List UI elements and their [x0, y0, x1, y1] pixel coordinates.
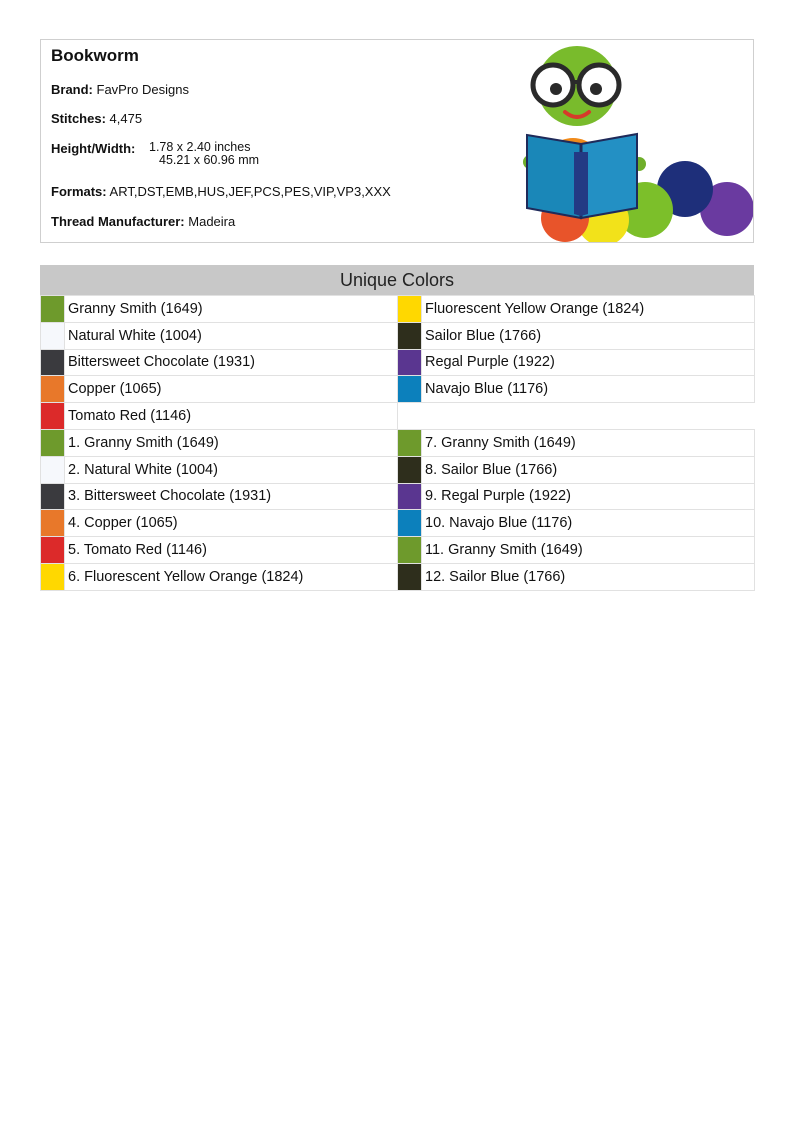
color-swatch: [398, 349, 422, 376]
color-label: 11. Granny Smith (1649): [422, 537, 755, 564]
color-swatch: [398, 429, 422, 456]
color-swatch: [398, 510, 422, 537]
brand-row: [51, 82, 189, 97]
color-table: [40, 295, 755, 591]
color-swatch: [398, 563, 422, 590]
color-label: 5. Tomato Red (1146): [65, 537, 398, 564]
sequence-color-row: [41, 483, 755, 510]
unique-color-row: [41, 349, 755, 376]
stitches-label: Stitches:: [51, 111, 106, 126]
color-label: 2. Natural White (1004): [65, 456, 398, 483]
unique-color-row: [41, 296, 755, 323]
height-width-mm: 45.21 x 60.96 mm: [159, 153, 260, 167]
thread-value: Madeira: [188, 214, 236, 229]
sequence-color-row: [41, 537, 755, 564]
color-label: 4. Copper (1065): [65, 510, 398, 537]
stitches-row: [51, 111, 142, 126]
color-label: Bittersweet Chocolate (1931): [65, 349, 398, 376]
color-swatch: [41, 349, 65, 376]
color-label: Tomato Red (1146): [65, 403, 398, 430]
color-swatch: [41, 376, 65, 403]
color-swatch: [398, 537, 422, 564]
color-swatch: [398, 376, 422, 403]
color-label: Fluorescent Yellow Orange (1824): [422, 296, 755, 323]
thread-label: Thread Manufacturer:: [51, 214, 185, 229]
height-width-inches: 1.78 x 2.40 inches: [149, 140, 251, 154]
color-swatch: [41, 429, 65, 456]
color-swatch: [41, 296, 65, 323]
height-width-label: Height/Width:: [51, 141, 136, 156]
color-label: 9. Regal Purple (1922): [422, 483, 755, 510]
height-width-values: [149, 141, 259, 167]
color-swatch: [398, 483, 422, 510]
sequence-color-row: [41, 456, 755, 483]
color-swatch: [41, 537, 65, 564]
color-label: Sailor Blue (1766): [422, 322, 755, 349]
color-swatch: [398, 322, 422, 349]
height-width-row: [51, 141, 135, 156]
thread-row: [51, 214, 235, 229]
unique-colors-section: [40, 265, 754, 591]
sequence-color-row: [41, 429, 755, 456]
color-swatch: [41, 403, 65, 430]
sequence-color-row: [41, 510, 755, 537]
color-label: 12. Sailor Blue (1766): [422, 563, 755, 590]
formats-label: Formats:: [51, 184, 107, 199]
unique-color-row: [41, 322, 755, 349]
formats-value: ART,DST,EMB,HUS,JEF,PCS,PES,VIP,VP3,XXX: [109, 184, 391, 199]
brand-label: Brand:: [51, 82, 93, 97]
formats-row: [51, 184, 391, 199]
stitches-value: 4,475: [109, 111, 143, 126]
color-label: 7. Granny Smith (1649): [422, 429, 755, 456]
unique-color-row: [41, 403, 755, 430]
color-label: 8. Sailor Blue (1766): [422, 456, 755, 483]
color-label: 6. Fluorescent Yellow Orange (1824): [65, 563, 398, 590]
color-swatch: [41, 483, 65, 510]
bookworm-embroidery-image: [481, 40, 753, 242]
color-swatch: [41, 322, 65, 349]
sequence-color-row: [41, 563, 755, 590]
color-label: Regal Purple (1922): [422, 349, 755, 376]
color-swatch: [398, 296, 422, 323]
color-label: Navajo Blue (1176): [422, 376, 755, 403]
color-label: Copper (1065): [65, 376, 398, 403]
unique-colors-title: Unique Colors: [40, 265, 754, 295]
design-title: Bookworm: [51, 46, 139, 65]
unique-color-row: [41, 376, 755, 403]
color-swatch: [398, 456, 422, 483]
color-label: Granny Smith (1649): [65, 296, 398, 323]
empty-cell: [422, 403, 755, 430]
color-label: 10. Navajo Blue (1176): [422, 510, 755, 537]
design-info-panel: [40, 39, 754, 243]
color-swatch: [41, 510, 65, 537]
color-swatch: [41, 563, 65, 590]
color-swatch: [41, 456, 65, 483]
brand-value: FavPro Designs: [96, 82, 189, 97]
color-label: 1. Granny Smith (1649): [65, 429, 398, 456]
color-label: Natural White (1004): [65, 322, 398, 349]
empty-cell: [398, 403, 422, 430]
color-label: 3. Bittersweet Chocolate (1931): [65, 483, 398, 510]
